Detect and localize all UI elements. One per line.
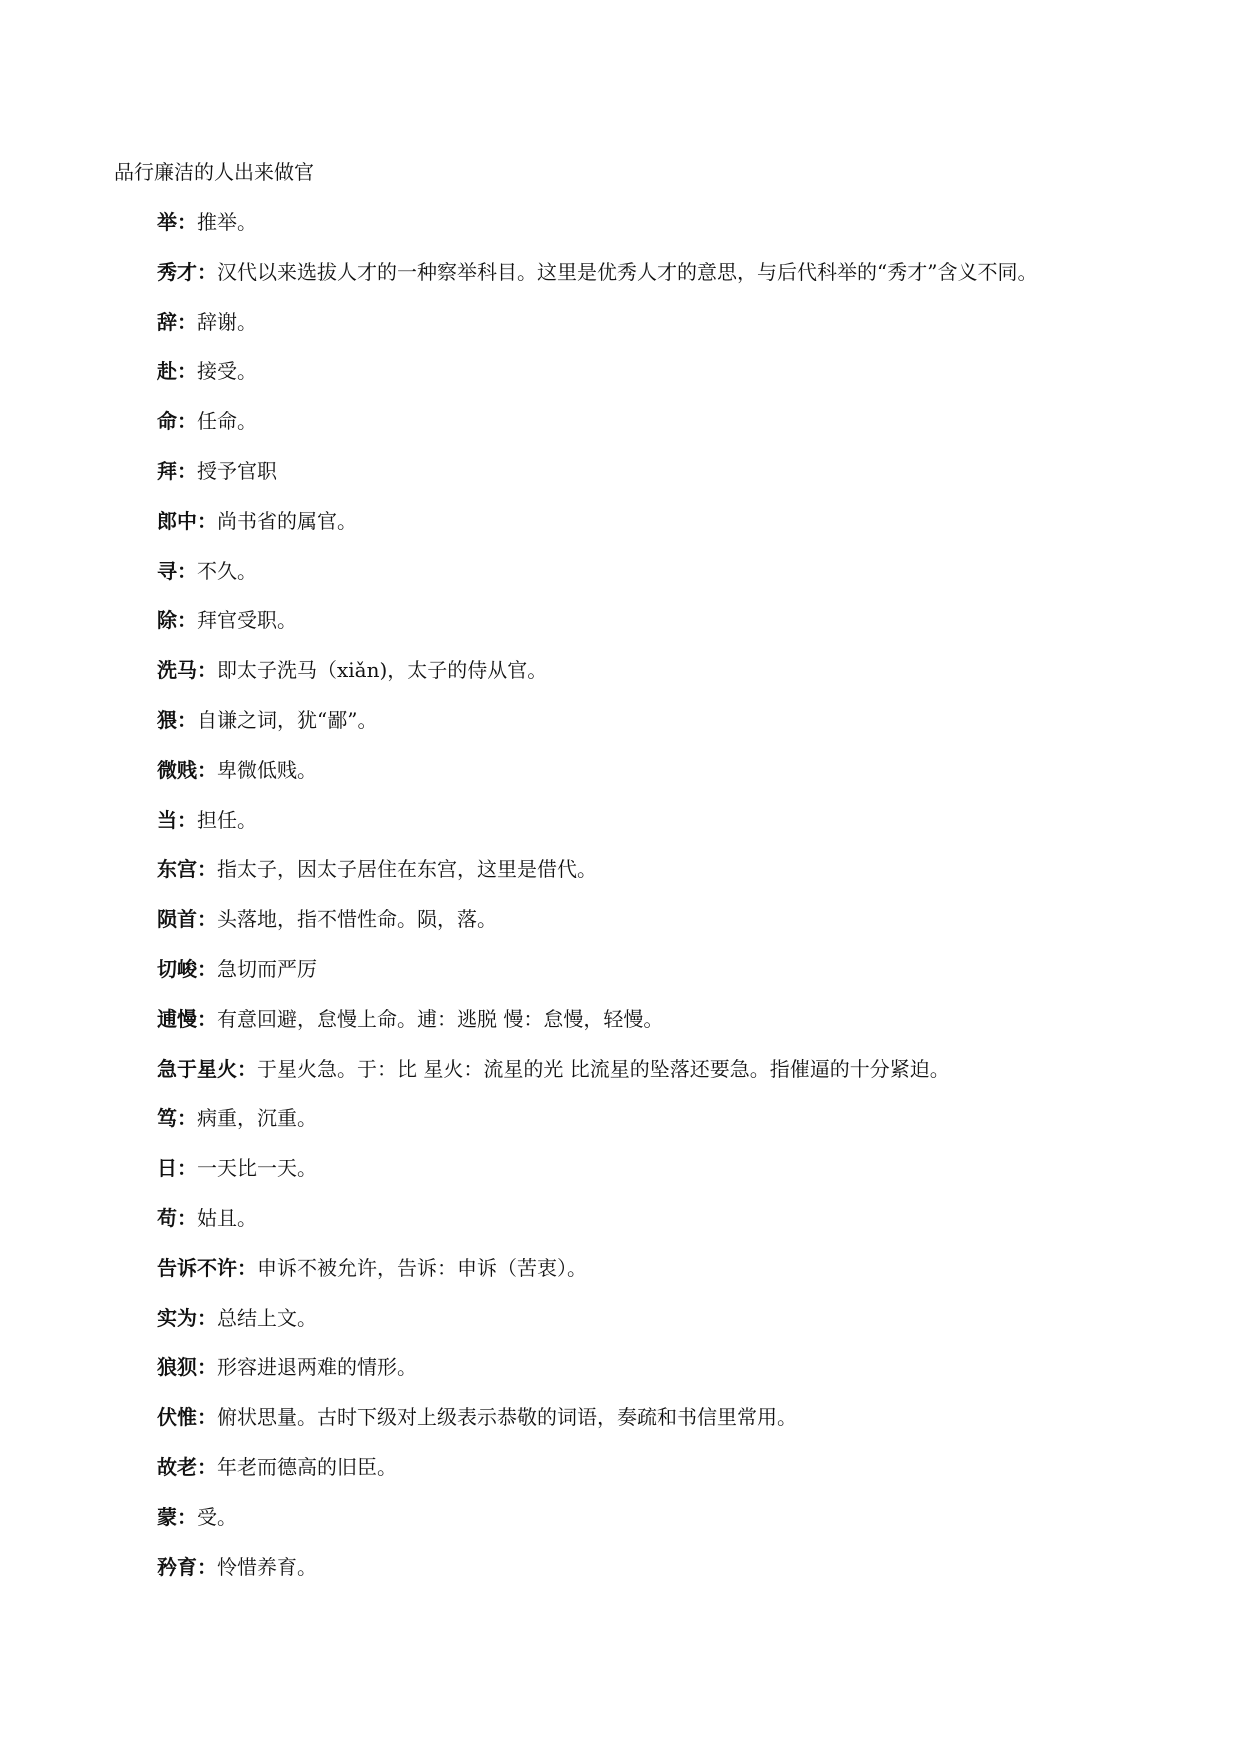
glossary-entry: [157, 1553, 1217, 1603]
glossary-definition: 俯状思量。古时下级对上级表示恭敬的词语，奏疏和书信里常用。: [217, 1405, 797, 1430]
glossary-entry: [157, 557, 1217, 607]
glossary-entry: [157, 706, 1217, 756]
glossary-definition: 申诉不被允许，告诉：申诉（苦衷）。: [257, 1255, 587, 1280]
glossary-entry: [157, 1353, 1217, 1403]
glossary-definition: 任命。: [197, 409, 257, 434]
term-separator: ：: [197, 1305, 217, 1330]
glossary-entry: [157, 905, 1217, 955]
term-separator: ：: [177, 1156, 197, 1181]
glossary-definition: 一天比一天。: [197, 1156, 317, 1181]
term-separator: ：: [177, 1106, 197, 1131]
term-separator: ：: [237, 1255, 257, 1280]
glossary-entry: [157, 507, 1217, 557]
glossary-term: 蒙: [157, 1504, 177, 1529]
glossary-definition: 头落地，指不惜性命。陨，落。: [217, 907, 497, 932]
glossary-definition: 接受。: [197, 359, 257, 384]
term-separator: ：: [177, 608, 197, 633]
glossary-term: 命: [157, 409, 177, 434]
glossary-definition: 病重，沉重。: [197, 1106, 317, 1131]
glossary-term: 举: [157, 210, 177, 234]
term-separator: ：: [197, 1454, 217, 1479]
glossary-entry: [157, 1503, 1217, 1553]
glossary-term: 寻: [157, 558, 177, 583]
glossary-term: 猥: [157, 707, 177, 732]
glossary-entry: [157, 1154, 1217, 1204]
glossary-term: 秀才: [157, 259, 197, 284]
glossary-definition: 拜官受职。: [197, 608, 297, 633]
term-separator: ：: [197, 907, 217, 932]
term-separator: ：: [177, 558, 197, 583]
glossary-entry: [157, 1104, 1217, 1154]
glossary-term: 赴: [157, 359, 177, 384]
glossary-term: 急于星火: [157, 1056, 237, 1081]
glossary-definition: 辞谢。: [197, 309, 257, 334]
glossary-entry: [157, 1204, 1217, 1254]
term-separator: ：: [197, 1405, 217, 1430]
glossary-entry: [157, 855, 1217, 905]
glossary-term: 切峻: [157, 956, 197, 981]
glossary-definition: 指太子，因太子居住在东宫，这里是借代。: [217, 857, 597, 882]
glossary-entry: [157, 457, 1217, 507]
glossary-term: 陨首: [157, 907, 197, 932]
glossary-definition: 急切而严厉: [217, 956, 317, 981]
glossary-entry: [157, 955, 1217, 1005]
glossary-term: 伏惟: [157, 1405, 197, 1430]
glossary-definition: 自谦之词，犹“鄙”。: [197, 707, 378, 732]
term-separator: ：: [177, 807, 197, 832]
glossary-term: 故老: [157, 1454, 197, 1479]
glossary-definition: 于星火急。于：比 星火：流星的光 比流星的坠落还要急。指催逼的十分紧迫。: [257, 1056, 950, 1081]
glossary-entry: [157, 606, 1217, 656]
glossary-definition: 卑微低贱。: [217, 757, 317, 782]
glossary-term: 矜育: [157, 1554, 197, 1579]
glossary-entry: [157, 1453, 1217, 1503]
term-separator: ：: [197, 259, 217, 284]
glossary-entry: [157, 308, 1217, 358]
term-separator: ：: [197, 857, 217, 882]
glossary-term: 辞: [157, 309, 177, 334]
term-separator: ：: [177, 309, 197, 334]
glossary-definition: 汉代以来选拔人才的一种察举科目。这里是优秀人才的意思，与后代科举的“秀才”含义不同。: [217, 259, 1038, 284]
glossary-term: 除: [157, 608, 177, 633]
term-separator: ：: [197, 1355, 217, 1380]
glossary-term: 当: [157, 807, 177, 832]
glossary-definition: 担任。: [197, 807, 257, 832]
term-separator: ：: [177, 458, 197, 483]
term-separator: ：: [197, 658, 217, 683]
glossary-entry: [157, 1055, 1217, 1105]
glossary-entry: [157, 756, 1217, 806]
glossary-definition: 姑且。: [197, 1205, 257, 1230]
glossary-term: 郎中: [157, 508, 197, 533]
glossary-entry: [157, 1403, 1217, 1453]
glossary-term: 逋慢: [157, 1006, 197, 1031]
term-separator: ：: [177, 210, 197, 234]
glossary-entry: [157, 357, 1217, 407]
term-separator: ：: [177, 707, 197, 732]
glossary-entry: [157, 806, 1217, 856]
term-separator: ：: [177, 359, 197, 384]
term-separator: ：: [197, 508, 217, 533]
glossary-term: 拜: [157, 458, 177, 483]
glossary-list: [157, 208, 1217, 1602]
glossary-term: 实为: [157, 1305, 197, 1330]
term-separator: ：: [237, 1056, 257, 1081]
glossary-entry: [157, 407, 1217, 457]
term-separator: ：: [197, 1554, 217, 1579]
glossary-definition: 授予官职: [197, 458, 277, 483]
term-separator: ：: [177, 1504, 197, 1529]
glossary-definition: 总结上文。: [217, 1305, 317, 1330]
glossary-definition: 年老而德高的旧臣。: [217, 1454, 397, 1479]
term-separator: ：: [177, 1205, 197, 1230]
glossary-entry: [157, 258, 1217, 308]
continuation-line: 品行廉洁的人出来做官: [114, 160, 314, 184]
glossary-entry: [157, 656, 1217, 706]
glossary-definition: 推举。: [197, 210, 257, 234]
glossary-entry: [157, 208, 1217, 258]
glossary-entry: [157, 1304, 1217, 1354]
glossary-definition: 尚书省的属官。: [217, 508, 357, 533]
term-separator: ：: [177, 409, 197, 434]
glossary-definition: 有意回避，怠慢上命。逋：逃脱 慢：怠慢，轻慢。: [217, 1006, 664, 1031]
glossary-term: 笃: [157, 1106, 177, 1131]
glossary-definition: 形容进退两难的情形。: [217, 1355, 417, 1380]
term-separator: ：: [197, 1006, 217, 1031]
glossary-term: 狼狈: [157, 1355, 197, 1380]
glossary-definition: 即太子洗马（xiǎn)，太子的侍从官。: [217, 658, 548, 683]
glossary-term: 苟: [157, 1205, 177, 1230]
glossary-term: 日: [157, 1156, 177, 1181]
glossary-term: 洗马: [157, 658, 197, 683]
term-separator: ：: [197, 757, 217, 782]
glossary-entry: [157, 1254, 1217, 1304]
glossary-term: 东宫: [157, 857, 197, 882]
glossary-entry: [157, 1005, 1217, 1055]
glossary-definition: 不久。: [197, 558, 257, 583]
term-separator: ：: [197, 956, 217, 981]
glossary-definition: 怜惜养育。: [217, 1554, 317, 1579]
glossary-term: 微贱: [157, 757, 197, 782]
glossary-term: 告诉不许: [157, 1255, 237, 1280]
glossary-definition: 受。: [197, 1504, 237, 1529]
